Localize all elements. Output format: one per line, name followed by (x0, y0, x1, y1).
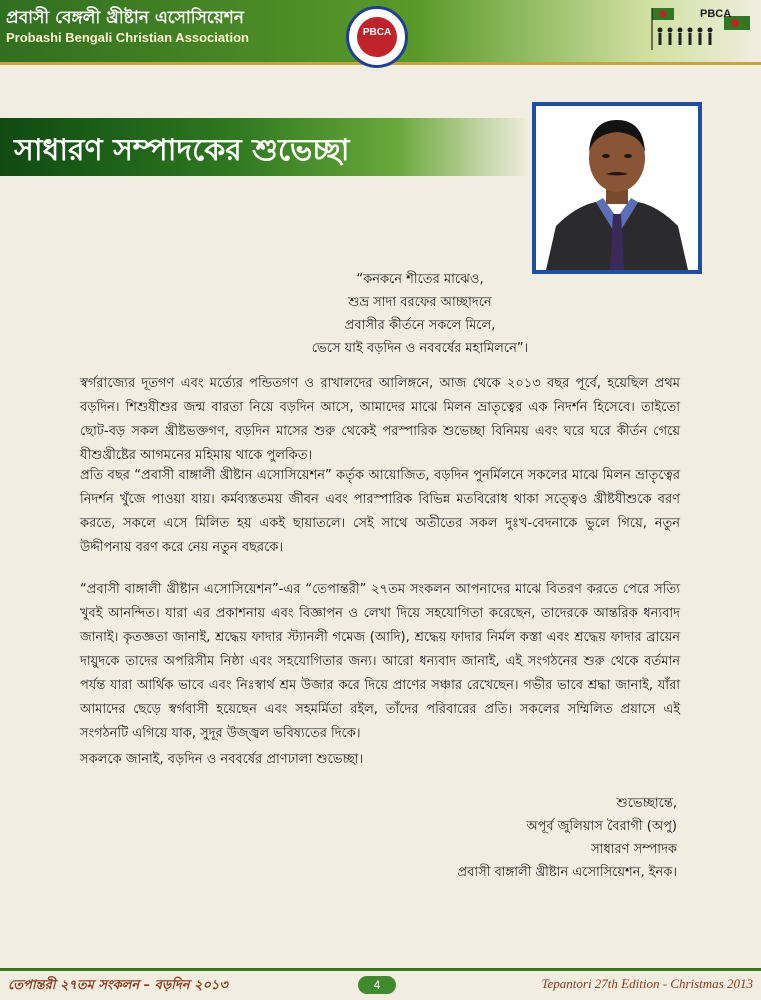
pbca-seal-logo (346, 6, 408, 68)
seal-text: PBCA (362, 27, 392, 38)
secretary-photo (532, 102, 702, 274)
opening-poem (270, 268, 570, 360)
signature-organization: প্রবাসী বাঙ্গালী খ্রীষ্টান এসোসিয়েশন, ইনক। (457, 865, 677, 880)
poem-line: “কনকনে শীতের মাঝেও, (356, 272, 484, 287)
poem-line: ভেসে যাই বড়দিন ও নববর্ষের মহামিলনে”। (311, 341, 529, 356)
poem-line: শুভ্র সাদা বরফের আচ্ছাদনে (348, 295, 492, 310)
paragraph-acknowledgements: “প্রবাসী বাঙ্গালী খ্রীষ্টান এসোসিয়েশন”-এর “তেপান্তরী” ২৭তম সংকলন আপনাদের মাঝে বিতরণ করতে পেরে সত্যি খুবই আনন্দিত। যারা এর প্রকাশনায় এবং বিজ্ঞাপন ও লেখা দিয়ে সহযোগিতা করেছেন, তাদেরকে আন্তরিক ধন্যবাদ জানাই। কৃতজ্ঞতা জানাই, শ্রদ্ধেয় ফাদার স্ট্যানলী গমেজ (আদি), শ্রদ্ধেয় ফাদার নির্মল কস্তা এবং শ্রদ্ধেয় ফাদার ব্রায়েন দায়ুদকে তাদের অপরিসীম নিষ্ঠা এবং সহযোগিতার জন্য। আরো ধন্যবাদ জানাই, এই সংগঠনের শুরু থেকে বর্তমান পর্যন্ত যারা আর্থিক ভাবে এবং নিঃস্বার্থ শ্রম উজার করে দিয়ে প্রাণের সঞ্চার রেখেছেন। গভীর ভাবে শ্রদ্ধা জানাই, যাঁরা আমাদের ছেড়ে স্বর্গবাসী হয়েছেন এবং সহমর্মিতা রইল, তাঁদের পরিবারের প্রতি। সকলের সম্মিলিত প্রয়াসে এই সংগঠনটি এগিয়ে যাক, সুদূর উজ্জ্বল ভবিষ্যতের দিকে। (80, 582, 680, 741)
footer-publication-bn: তেপান্তরী ২৭তম সংকলন – বড়দিন ২০১৩ (8, 978, 228, 993)
pbca-logo-text: PBCA (700, 8, 732, 20)
poem-line: প্রবাসীর কীর্তনে সকলে মিলে, (344, 318, 496, 333)
paragraph-christmas-history: স্বর্গরাজ্যের দূতগণ এবং মর্ত্যের পন্ডিতগণ ও রাখালদের আলিঙ্গনে, আজ থেকে ২০১৩ বছর পূর্বে, হয়েছিল প্রথম বড়দিন। শিশুযীশুর জন্ম বারতা নিয়ে বড়দিন আসে, আমাদের মাঝে মিলন ভ্রাতৃত্বের এক নিদর্শন হিসেবে। তাইতো ছোট-বড় সকল খ্রীষ্টভক্তগণ, বড়দিন মাসের শুরু থেকেই পরস্পারিক শুভেচ্ছা বিনিময় এবং ঘরে ঘরে কীর্তন গেয়ে যীশুখ্রীষ্টের আগমনের মহিমায় থাকে পুলকিত। (80, 376, 680, 463)
page-number: 4 (358, 976, 396, 994)
signature-position: সাধারণ সম্পাদক (591, 842, 677, 857)
page-title: সাধারণ সম্পাদকের শুভেচ্ছা (14, 133, 350, 168)
footer-publication-en: Tepantori 27th Edition - Christmas 2013 (541, 976, 753, 991)
paragraph-greetings: সকলকে জানাই, বড়দিন ও নববর্ষের প্রাণঢালা শুভেচ্ছা। (80, 752, 364, 767)
portrait-image (536, 106, 698, 270)
paragraph-annual-reunion: প্রতি বছর “প্রবাসী বাঙ্গালী খ্রীষ্টান এসোসিয়েশন” কর্তৃক আয়োজিত, বড়দিন পুনর্মিলনে সকলের মাঝে মিলন ভ্রাতৃত্বের নিদর্শন খুঁজে পাওয়া যায়। কর্মব্যস্ততময় জীবন এবং পারস্পারিক বিভিন্ন মতবিরোধ থাকা সত্ত্বেও খ্রীষ্টযীশুকে বরণ করতে, সকলে এসে মিলিত হয় একই ছায়াতলে। সেই সাথে অতীতের সকল দুঃখ-বেদনাকে ভুলে গিয়ে, নতুন উদ্দীপনায় বরণ করে নেয় নতুন বছরকে। (80, 468, 680, 555)
signature-name: অপূর্ব জুলিয়াস বৈরাগী (অপু) (526, 819, 677, 834)
org-name-bengali: প্রবাসী বেঙ্গলী খ্রীষ্টান এসোসিয়েশন (6, 8, 244, 28)
org-name-english: Probashi Bengali Christian Association (6, 30, 249, 45)
footer-divider (0, 968, 761, 971)
signature-closing: শুভেচ্ছান্তে, (616, 796, 677, 811)
signature-block (377, 792, 677, 884)
